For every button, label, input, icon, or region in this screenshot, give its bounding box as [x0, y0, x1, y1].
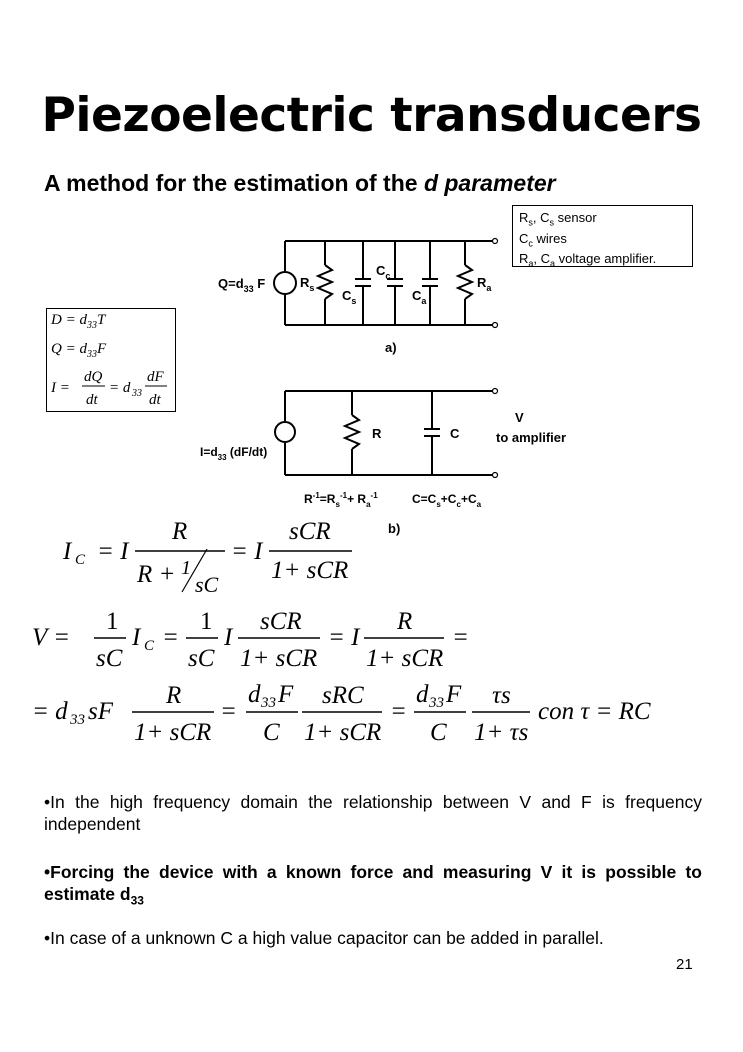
to-amplifier-label: to amplifier [496, 430, 567, 445]
svg-text:sF: sF [88, 698, 113, 725]
svg-text:sRC: sRC [322, 682, 364, 709]
svg-text:con τ = RC: con τ = RC [538, 698, 651, 725]
svg-text:R: R [166, 682, 182, 709]
svg-text:1+ sCR: 1+ sCR [366, 645, 444, 672]
svg-text:sCR: sCR [260, 608, 302, 635]
legend-line-2: $C_c$ wires [519, 230, 567, 249]
svg-text:1: 1 [200, 608, 213, 635]
equation-q: $Q = d_{33}F$ [51, 341, 107, 360]
svg-text:1+ sCR: 1+ sCR [304, 719, 382, 746]
bullet-2: •Forcing the device with a known force and measuring V it is possible to estimate $d_{33}$ [44, 862, 702, 908]
charge-source-label: $Q=d_{33}$ F [218, 276, 266, 294]
svg-text:sCR: sCR [289, 518, 331, 545]
svg-text:33: 33 [70, 712, 85, 728]
svg-text:C: C [263, 719, 280, 746]
svg-text:dF: dF [147, 369, 164, 385]
equation-d: $D = d_{33}T$ [51, 312, 106, 331]
equation-v-1 [30, 602, 480, 674]
svg-text:R: R [397, 608, 413, 635]
circuit-b-caption: b) [388, 521, 401, 536]
c-formula: $C=C_s+C_c+C_a$ [412, 492, 482, 509]
svg-text:= I: = I [231, 538, 263, 565]
bullet-3: •In case of a unknown C a high value capacitor can be added in parallel. [44, 928, 604, 948]
svg-text:sC: sC [96, 645, 123, 672]
svg-text:C: C [430, 719, 447, 746]
svg-text:1+ sCR: 1+ sCR [240, 645, 318, 672]
svg-text:sC: sC [195, 572, 219, 597]
svg-text:= I: = I [328, 624, 360, 651]
subtitle-text: A method for the estimation of the [44, 170, 424, 196]
svg-text:= d: = d [32, 698, 68, 725]
svg-text:sC: sC [188, 645, 215, 672]
cs-label: $C_s$ [342, 288, 357, 306]
svg-text:dt: dt [149, 392, 161, 408]
bullet-1: •In the high frequency domain the relationship between V and F is frequency independent [44, 792, 702, 834]
svg-text:=: = [452, 624, 469, 651]
ca-label: $C_a$ [412, 288, 427, 306]
cc-label: $C_c$ [376, 263, 391, 281]
legend-line-3: $R_a$, $C_a$ voltage amplifier. [519, 251, 657, 269]
c-label: C [450, 426, 460, 441]
svg-text:τs: τs [492, 682, 511, 709]
svg-text:R: R [172, 518, 188, 545]
circuit-a-caption: a) [385, 340, 397, 355]
r-formula: $R^{-1}=R_s^{-1}+ R_a^{-1}$ [304, 491, 378, 509]
equation-v-2 [30, 676, 710, 748]
svg-text:1+ sCR: 1+ sCR [134, 719, 212, 746]
current-source-label: $I=d_{33}$ (dF/dt) [200, 445, 268, 462]
svg-text:C: C [75, 552, 86, 568]
svg-text:I: I [63, 538, 72, 565]
subtitle-emphasis: d parameter [423, 170, 556, 196]
svg-text:=: = [220, 698, 237, 725]
svg-text:=: = [162, 624, 179, 651]
svg-text:R +: R + [137, 561, 176, 588]
ra-label: $R_a$ [477, 275, 492, 293]
svg-text:= I: = I [97, 538, 129, 565]
rs-label: $R_s$ [300, 275, 315, 293]
svg-text:1+ sCR: 1+ sCR [271, 557, 349, 584]
svg-text:1+ τs: 1+ τs [474, 719, 529, 746]
svg-text:=: = [390, 698, 407, 725]
svg-text:V =: V = [32, 624, 70, 651]
r-label: R [372, 426, 382, 441]
svg-text:dt: dt [86, 392, 98, 408]
svg-text:33: 33 [429, 695, 444, 711]
svg-text:dQ: dQ [84, 369, 103, 385]
svg-text:F: F [278, 681, 294, 708]
section-subtitle [44, 170, 556, 197]
legend-line-1: $R_s$, $C_s$ sensor [519, 210, 597, 228]
page-number: 21 [676, 956, 693, 973]
svg-text:I: I [224, 624, 233, 651]
svg-text:F: F [446, 681, 462, 708]
svg-text:I: I [132, 624, 141, 651]
svg-text:= d: = d [109, 380, 131, 396]
svg-text:33: 33 [132, 388, 142, 399]
svg-text:C: C [144, 638, 155, 654]
page-title: Piezoelectric transducers [41, 88, 702, 143]
svg-text:33: 33 [261, 695, 276, 711]
svg-text:1: 1 [106, 608, 119, 635]
equation-ic [55, 512, 375, 598]
svg-text:d: d [248, 681, 261, 708]
svg-text:I =: I = [51, 380, 70, 396]
svg-text:1: 1 [181, 557, 191, 579]
output-v-label: V [515, 410, 524, 425]
svg-text:d: d [416, 681, 429, 708]
